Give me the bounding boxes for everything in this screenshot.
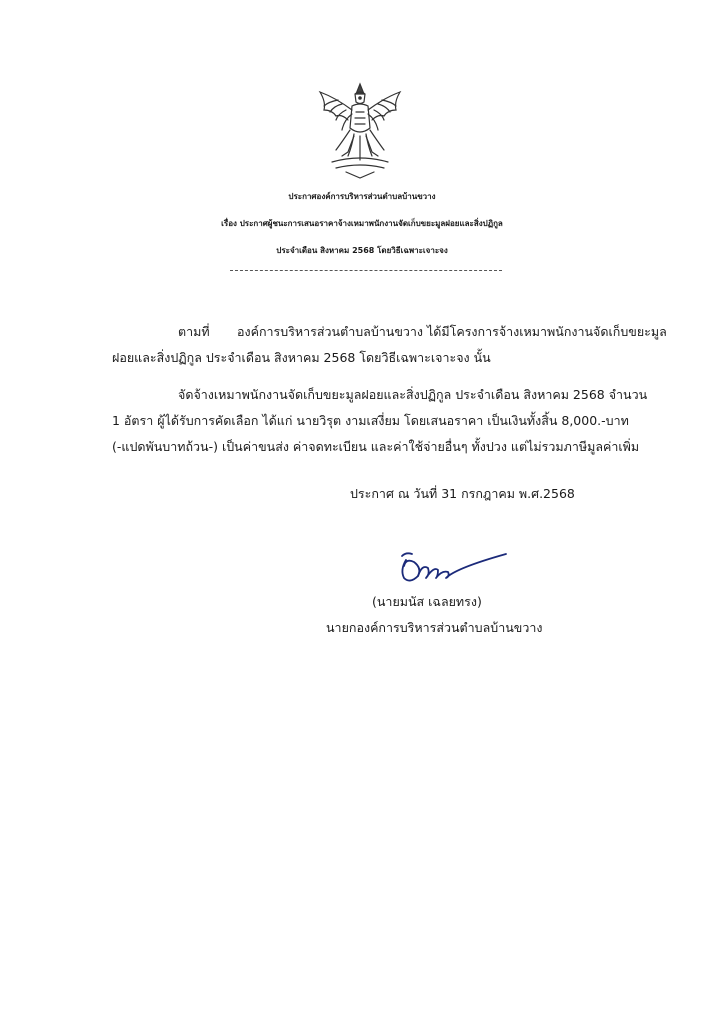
paragraph-1-line-2: ฝอยและสิ่งปฏิกูล ประจำเดือน สิงหาคม 2568 โดยวิธีเฉพาะเจาะจง นั้น — [112, 350, 491, 365]
paragraph-2-line-3: (-แปดพันบาทถ้วน-) เป็นค่าขนส่ง ค่าจดทะเบียน และค่าใช้จ่ายอื่นๆ ทั้งปวง แต่ไม่รวมภาษีมูลค่าเพิ่ม — [112, 439, 640, 454]
dashed-divider — [230, 270, 502, 271]
organization-title: ประกาศองค์การบริหารส่วนตำบลบ้านขวาง — [288, 192, 436, 201]
handwritten-signature-icon — [396, 544, 508, 590]
paragraph-1-line-1: องค์การบริหารส่วนตำบลบ้านขวาง ได้มีโครงการจ้างเหมาพนักงานจัดเก็บขยะมูล — [237, 324, 667, 339]
announcement-period: ประจำเดือน สิงหาคม 2568 โดยวิธีเฉพาะเจาะจง — [276, 246, 448, 255]
signatory-position: นายกองค์การบริหารส่วนตำบลบ้านขวาง — [326, 620, 543, 635]
announcement-subject: เรื่อง ประกาศผู้ชนะการเสนอราคาจ้างเหมาพนักงานจัดเก็บขยะมูลฝอยและสิ่งปฏิกูล — [221, 219, 503, 228]
paragraph-1-lead: ตามที่ — [178, 324, 210, 339]
paragraph-2-line-2: 1 อัตรา ผู้ได้รับการคัดเลือก ได้แก่ นายวิรุต งามเสงี่ยม โดยเสนอราคา เป็นเงินทั้งสิ้น 8,000.-บาท — [112, 413, 629, 428]
garuda-emblem-icon — [312, 80, 408, 180]
paragraph-2-line-1: จัดจ้างเหมาพนักงานจัดเก็บขยะมูลฝอยและสิ่งปฏิกูล ประจำเดือน สิงหาคม 2568 จำนวน — [178, 387, 648, 402]
signatory-name: (นายมนัส เฉลยทรง) — [372, 594, 482, 609]
announcement-date: ประกาศ ณ วันที่ 31 กรกฎาคม พ.ศ.2568 — [350, 486, 575, 501]
